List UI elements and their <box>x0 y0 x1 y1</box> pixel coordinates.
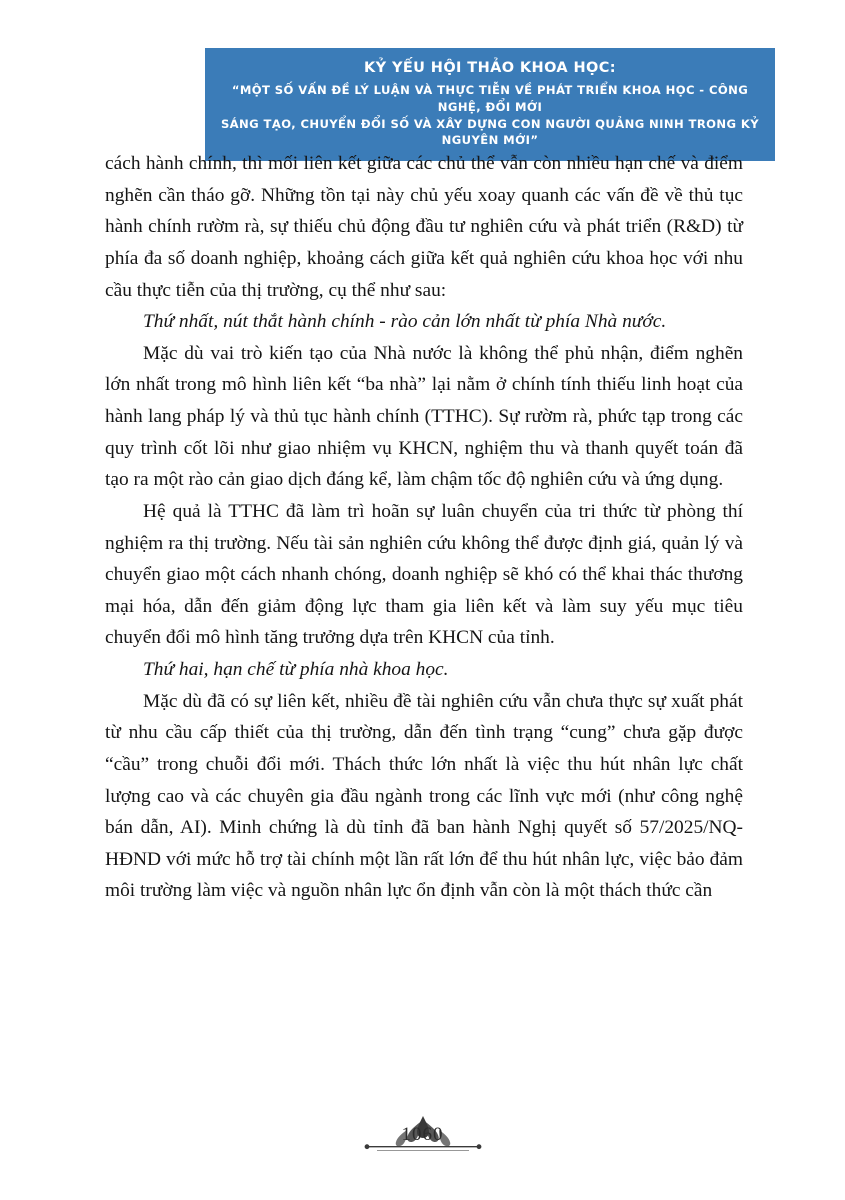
header-banner <box>205 48 775 161</box>
paragraph: cách hành chính, thì mối liên kết giữa các chủ thể vẫn còn nhiều hạn chế và điểm nghẽn cần tháo gỡ. Những tồn tại này chủ yếu xoay quanh các vấn đề về thủ tục hành chính rườm rà, sự thiếu chủ động đầu tư nghiên cứu và phát triển (R&D) từ phía đa số doanh nghiệp, khoảng cách giữa kết quả nghiên cứu khoa học với nhu cầu thực tiễn của thị trường, cụ thể như sau: <box>105 153 743 301</box>
page-footer <box>0 1112 845 1158</box>
header-title-line-1: KỶ YẾU HỘI THẢO KHOA HỌC: <box>363 60 617 76</box>
paragraph-heading-italic: Thứ hai, hạn chế từ phía nhà khoa học. <box>143 659 449 680</box>
document-body <box>105 148 743 907</box>
header-title-line-3: SÁNG TẠO, CHUYỂN ĐỔI SỐ VÀ XÂY DỰNG CON NGƯỜI QUẢNG NINH TRONG KỶ NGUYÊN MỚI” <box>220 116 760 148</box>
header-title-line-2: “MỘT SỐ VẤN ĐỀ LÝ LUẬN VÀ THỰC TIỄN VỀ PHÁT TRIỂN KHOA HỌC - CÔNG NGHỆ, ĐỔI MỚI <box>231 83 749 114</box>
paragraph: Mặc dù đã có sự liên kết, nhiều đề tài nghiên cứu vẫn chưa thực sự xuất phát từ nhu cầu cấp thiết của thị trường, dẫn đến tình trạng “cung” chưa gặp được “cầu” trong chuỗi đổi mới. Thách thức lớn nhất là việc thu hút nhân lực chất lượng cao và các chuyên gia đầu ngành trong các lĩnh vực mới (như công nghệ bán dẫn, AI). Minh chứng là dù tỉnh đã ban hành Nghị quyết số 57/2025/NQ-HĐND với mức hỗ trợ tài chính một lần rất lớn để thu hút nhân lực, việc bảo đảm môi trường làm việc và nguồn nhân lực ổn định vẫn còn là một thách thức cần <box>105 690 743 902</box>
page-number-ornament-wrap <box>363 1112 483 1158</box>
paragraph: Hệ quả là TTHC đã làm trì hoãn sự luân chuyển của tri thức từ phòng thí nghiệm ra thị trường. Nếu tài sản nghiên cứu không thể được định giá, quản lý và chuyển giao một cách nhanh chóng, doanh nghiệp sẽ khó có thể khai thác thương mại hóa, dẫn đến giảm động lực tham gia liên kết và làm suy yếu mục tiêu chuyển đổi mô hình tăng trưởng dựa trên KHCN của tỉnh. <box>105 500 743 649</box>
paragraph: Mặc dù vai trò kiến tạo của Nhà nước là không thể phủ nhận, điểm nghẽn lớn nhất trong mô hình liên kết “ba nhà” lại nằm ở chính tính thiếu linh hoạt của hành lang pháp lý và thủ tục hành chính (TTHC). Sự rườm rà, phức tạp trong các quy trình cốt lõi như giao nhiệm vụ KHCN, nghiệm thu và thanh quyết toán đã tạo ra một rào cản giao dịch đáng kể, làm chậm tốc độ nghiên cứu và ứng dụng. <box>105 342 743 491</box>
paragraph-heading-italic: Thứ nhất, nút thắt hành chính - rào cản lớn nhất từ phía Nhà nước. <box>143 311 667 333</box>
page-number: 1060 <box>401 1124 444 1145</box>
